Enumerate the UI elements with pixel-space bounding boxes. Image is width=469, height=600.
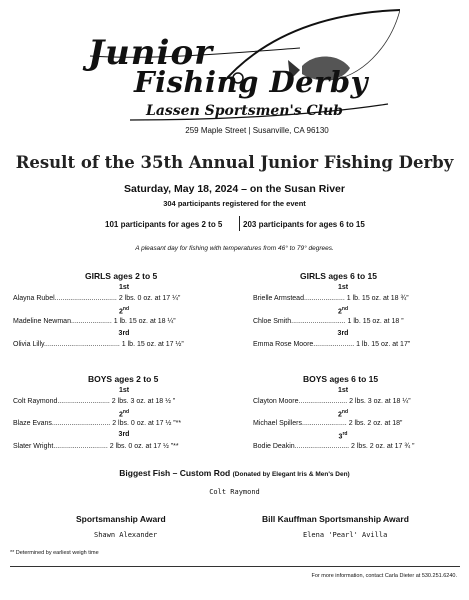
kauffman-award-winner: Elena 'Pearl' Avilla [303, 531, 388, 539]
footer-divider [10, 566, 460, 567]
logo-club-name: Lassen Sportsmen's Club [146, 103, 343, 119]
result-entry: Chloe Smith............................ 1 lb. 15 oz. at 18 ” [253, 318, 404, 325]
weather-note: A pleasant day for fishing with temperatures from 46° to 79° degrees. [135, 245, 334, 252]
biggest-fish-heading [0, 468, 469, 478]
logo-fishing-derby-text: Fishing Derby [134, 65, 368, 99]
place-label: 3rd [338, 431, 348, 441]
result-entry: Clayton Moore......................... 2 lbs. 3 oz. at 18 ¼” [253, 398, 411, 405]
biggest-fish-winner: Colt Raymond [209, 488, 260, 496]
result-entry: Bodie Deakin............................ 2 lbs. 2 oz. at 17 ¾ ” [253, 443, 415, 450]
place-label: 3rd [337, 330, 349, 337]
section-heading: GIRLS ages 6 to 15 [300, 271, 377, 281]
ages-divider [239, 216, 240, 231]
registration-count: 304 participants registered for the event [163, 199, 306, 208]
contact-info: For more information, contact Carla Dieter at 530.251.6240. [311, 573, 457, 579]
place-label: 1st [337, 387, 349, 394]
page-title: Result of the 35th Annual Junior Fishing Derby [15, 153, 454, 172]
place-label: 3rd [118, 330, 130, 337]
place-label: 2nd [118, 409, 129, 419]
ages-6-15-count: 203 participants for ages 6 to 15 [243, 220, 365, 229]
section-heading: BOYS ages 6 to 15 [303, 374, 379, 384]
logo-junior-text: Junior [88, 33, 214, 73]
result-entry: Olivia Lilly....................................... 1 lb. 15 oz. at 17 ½” [13, 341, 184, 348]
place-label: 2nd [337, 409, 348, 419]
result-entry: Michael Spillers....................... 2 lbs. 2 oz. at 18” [253, 420, 403, 427]
result-entry: Alayna Rubel................................ 2 lbs. 0 oz. at 17 ¼” [13, 295, 181, 302]
result-entry: Slater Wright............................ 2 lbs. 0 oz. at 17 ½ ”** [13, 443, 179, 450]
section-heading: GIRLS ages 2 to 5 [85, 271, 158, 281]
place-label: 1st [337, 284, 349, 291]
section-heading: BOYS ages 2 to 5 [88, 374, 159, 384]
result-entry: Madeline Newman..................... 1 lb. 15 oz. at 18 ¼” [13, 318, 176, 325]
result-entry: Brielle Armstead..................... 1 lb. 15 oz. at 18 ¾” [253, 295, 409, 302]
sportsmanship-award-label: Sportsmanship Award [76, 514, 166, 524]
sportsmanship-award-winner: Shawn Alexander [94, 531, 158, 539]
event-date: Saturday, May 18, 2024 – on the Susan River [124, 183, 345, 195]
biggest-fish-donor: (Donated by Elegant Iris & Men's Den) [232, 471, 350, 478]
place-label: 3rd [118, 431, 130, 438]
result-entry: Emma Rose Moore..................... 1 lb. 15 oz. at 17” [253, 341, 411, 348]
place-label: 2nd [118, 306, 129, 316]
result-entry: Colt Raymond........................... 2 lbs. 3 oz. at 18 ½ ” [13, 398, 176, 405]
kauffman-award-label: Bill Kauffman Sportsmanship Award [262, 514, 409, 524]
result-entry: Blaze Evans.............................. 2 lbs. 0 oz. at 17 ½ ”** [13, 420, 182, 427]
place-label: 1st [118, 284, 130, 291]
footnote: ** Determined by earliest weigh time [10, 550, 99, 556]
biggest-fish-label: Biggest Fish – Custom Rod [119, 468, 231, 478]
place-label: 1st [118, 387, 130, 394]
ages-2-5-count: 101 participants for ages 2 to 5 [105, 220, 223, 229]
place-label: 2nd [337, 306, 348, 316]
club-address: 259 Maple Street | Susanville, CA 96130 [185, 126, 329, 135]
